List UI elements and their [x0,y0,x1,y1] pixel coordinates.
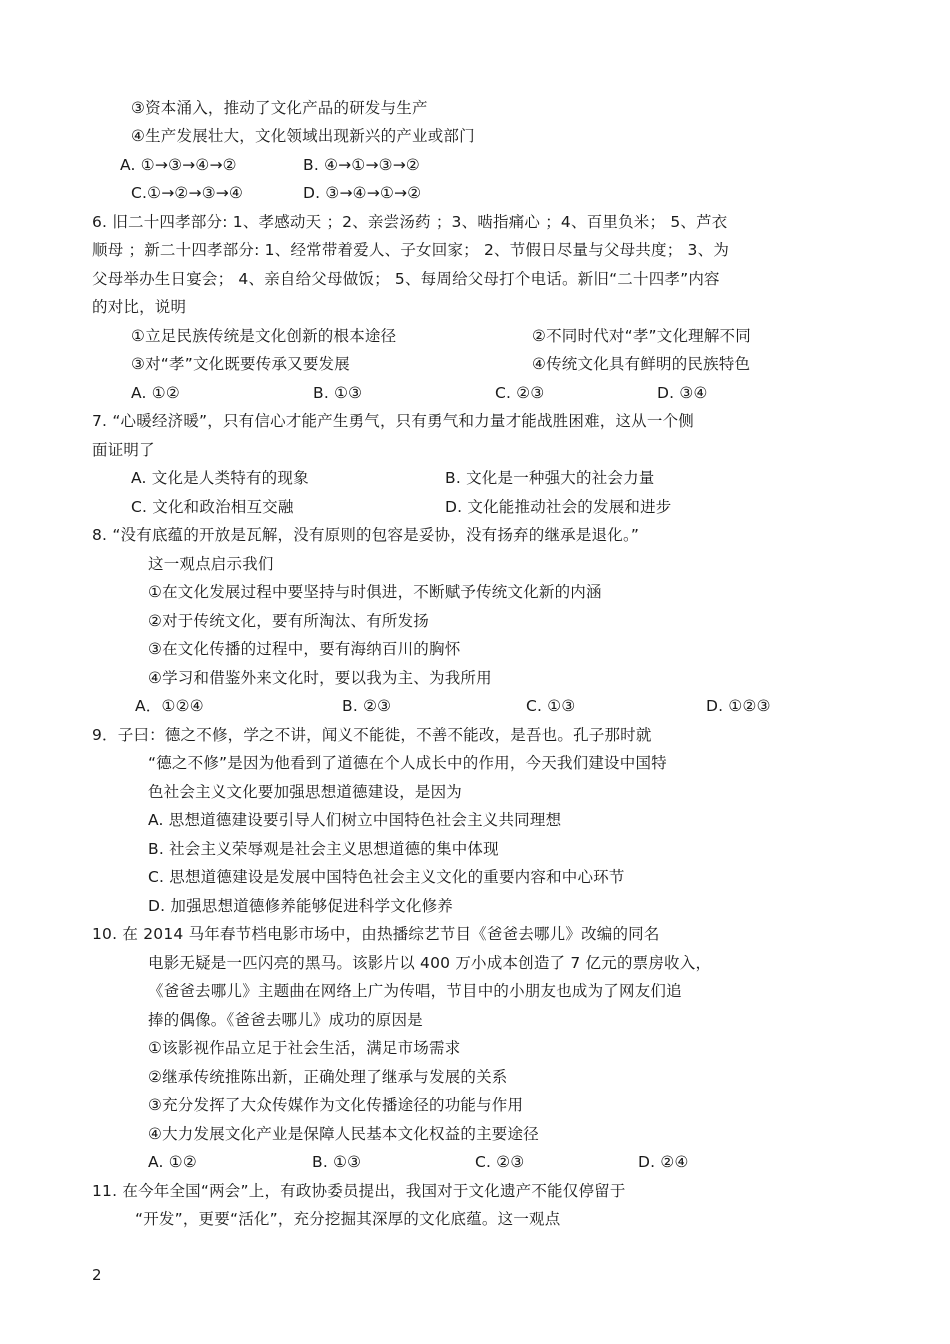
page-number: 2 [92,1266,102,1284]
q7-option-b: B. 文化是一种强大的社会力量 [445,469,655,487]
q7-option-a: A. 文化是人类特有的现象 [131,469,309,487]
q6-stem-line-4: 的对比，说明 [92,298,187,316]
q9-option-b: B. 社会主义荣辱观是社会主义思想道德的集中体现 [148,840,499,858]
q5-item-4: ④生产发展壮大，文化领域出现新兴的产业或部门 [131,127,475,145]
q10-item-3: ③充分发挥了大众传媒作为文化传播途径的功能与作用 [148,1096,524,1114]
q5-option-d: D. ③→④→①→② [303,184,422,202]
q6-stem-line-3: 父母举办生日宴会； 4、亲自给父母做饭； 5、每周给父母打个电话。新旧“二十四孝”内容 [92,270,720,288]
q9-option-c: C. 思想道德建设是发展中国特色社会主义文化的重要内容和中心环节 [148,868,625,886]
q6-option-b: B. ①③ [313,384,363,402]
q6-stem-line-1: 6. 旧二十四孝部分: 1、孝感动天 ；2、亲尝汤药 ；3、啮指痛心 ；4、百里负米； 5、芦衣 [92,213,728,231]
q5-item-3: ③资本涌入，推动了文化产品的研发与生产 [131,99,428,117]
q9-stem-line-2: “德之不修”是因为他看到了道德在个人成长中的作用，今天我们建设中国特 [148,754,667,772]
q8-stem-line-1: 8. “没有底蕴的开放是瓦解，没有原则的包容是妥协，没有扬弃的继承是退化。” [92,526,640,544]
q11-stem-line-2: “开发”，更要“活化”，充分挖掘其深厚的文化底蕴。这一观点 [135,1210,561,1228]
q8-item-1: ①在文化发展过程中要坚持与时俱进，不断赋予传统文化新的内涵 [148,583,602,601]
q8-option-b: B. ②③ [342,697,392,715]
q10-option-d: D. ②④ [638,1153,689,1171]
q10-option-a: A. ①② [148,1153,197,1171]
q10-stem-line-3: 《爸爸去哪儿》主题曲在网络上广为传唱，节目中的小朋友也成为了网友们追 [148,982,682,1000]
q7-stem-line-1: 7. “心暖经济暖”，只有信心才能产生勇气，只有勇气和力量才能战胜困难，这从一个侧 [92,412,694,430]
q8-option-d: D. ①②③ [706,697,771,715]
q7-stem-line-2: 面证明了 [92,441,155,459]
q6-option-d: D. ③④ [657,384,708,402]
q6-item-2: ②不同时代对“孝”文化理解不同 [532,327,751,345]
q6-option-a: A. ①② [131,384,180,402]
q10-stem-line-2: 电影无疑是一匹闪亮的黑马。该影片以 400 万小成本创造了 7 亿元的票房收入， [148,954,712,972]
q7-option-c: C. 文化和政治相互交融 [131,498,294,516]
q9-option-d: D. 加强思想道德修养能够促进科学文化修养 [148,897,453,915]
q10-stem-line-1: 10. 在 2014 马年春节档电影市场中，由热播综艺节目《爸爸去哪儿》改编的同名 [92,925,660,943]
q10-stem-line-4: 捧的偶像。《爸爸去哪儿》成功的原因是 [148,1011,423,1029]
q8-option-c: C. ①③ [526,697,576,715]
q9-option-a: A. 思想道德建设要引导人们树立中国特色社会主义共同理想 [148,811,562,829]
q8-option-a: A．①②④ [135,697,204,715]
q5-option-a: A. ①→③→④→② [120,156,237,174]
q10-item-4: ④大力发展文化产业是保障人民基本文化权益的主要途径 [148,1125,539,1143]
q10-item-1: ①该影视作品立足于社会生活，满足市场需求 [148,1039,461,1057]
q10-option-b: B. ①③ [312,1153,362,1171]
q9-stem-line-1: 9．子曰：德之不修，学之不讲，闻义不能徙，不善不能改，是吾也。孔子那时就 [92,726,652,744]
q9-stem-line-3: 色社会主义文化要加强思想道德建设，是因为 [148,783,463,801]
q6-item-1: ①立足民族传统是文化创新的根本途径 [131,327,397,345]
q10-option-c: C. ②③ [475,1153,525,1171]
q6-stem-line-2: 顺母 ；新二十四孝部分: 1、经常带着爱人、子女回家； 2、节假日尽量与父母共度； 3、为 [92,241,730,259]
q10-item-2: ②继承传统推陈出新，正确处理了继承与发展的关系 [148,1068,508,1086]
q7-option-d: D. 文化能推动社会的发展和进步 [445,498,672,516]
q6-option-c: C. ②③ [495,384,545,402]
q8-stem-line-2: 这一观点启示我们 [148,555,274,573]
q5-option-b: B. ④→①→③→② [303,156,421,174]
q8-item-3: ③在文化传播的过程中，要有海纳百川的胸怀 [148,640,461,658]
q8-item-2: ②对于传统文化，要有所淘汰、有所发扬 [148,612,429,630]
q11-stem-line-1: 11. 在今年全国“两会”上，有政协委员提出，我国对于文化遗产不能仅停留于 [92,1182,626,1200]
q6-item-4: ④传统文化具有鲜明的民族特色 [532,355,751,373]
q5-option-c: C.①→②→③→④ [131,184,244,202]
q6-item-3: ③对“孝”文化既要传承又要发展 [131,355,350,373]
q8-item-4: ④学习和借鉴外来文化时，要以我为主、为我所用 [148,669,492,687]
